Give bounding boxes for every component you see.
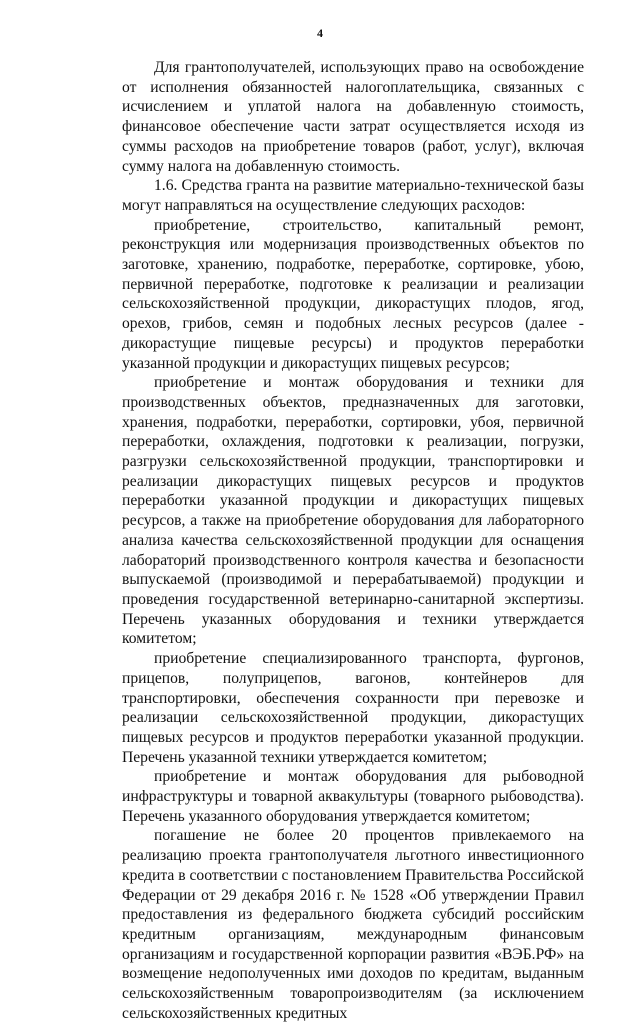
paragraph-equipment-installation: приобретение и монтаж оборудования и техники для производственных объектов, предназначенных для заготовки, хранения, подработки, переработки, сортировки, убоя, первичной переработки, охлаждения, подготовки к реализации, погрузки, разгрузки сельскохозяйственной продукции, транспортировки и реализации дикорастущих пищевых ресурсов и продуктов переработки указанной продукции и дикорастущих пищевых ресурсов, а также на приобретение оборудования для лабораторного анализа качества сельскохозяйственной продукции для оснащения лабораторий производственного контроля качества и безопасности выпускаемой (производимой и перерабатываемой) продукции и проведения государственной ветеринарно-санитарной экспертизы. Перечень указанных оборудования и техники утверждается комитетом;	[122, 374, 584, 648]
paragraph-specialized-transport: приобретение специализированного транспорта, фургонов, прицепов, полуприцепов, вагонов, контейнеров для транспортировки, обеспечения сохранности при перевозке и реализации сельскохозяйственной продукции, дикорастущих пищевых ресурсов и продуктов переработки указанной продукции. Перечень указанной техники утверждается комитетом;	[122, 650, 584, 766]
paragraph-aquaculture-equipment: приобретение и монтаж оборудования для рыбоводной инфраструктуры и товарной аквакультуры (товарного рыбоводства). Перечень указанного оборудования утверждается комитетом;	[122, 768, 584, 825]
page-number: 4	[317, 26, 323, 40]
paragraph-loan-repayment: погашение не более 20 процентов привлекаемого на реализацию проекта грантополучателя льготного инвестиционного кредита в соответствии с постановлением Правительства Российской Федерации от 29 декабря 2016 г. № 1528 «Об утверждении Правил предоставления из федерального бюджета субсидий российским кредитным организациям, международным финансовым организациям и государственной корпорации развития «ВЭБ.РФ» на возмещение недополученных ими доходов по кредитам, выданным сельскохозяйственным товаропроизводителям (за исключением сельскохозяйственных кредитных	[122, 827, 584, 1022]
paragraph-production-facilities: приобретение, строительство, капитальный ремонт, реконструкция или модернизация производственных объектов по заготовке, хранению, подработке, переработке, сортировке, убою, первичной переработке, подготовке к реализации и реализации сельскохозяйственной продукции, дикорастущих плодов, ягод, орехов, грибов, семян и подобных лесных ресурсов (далее - дикорастущие пищевые ресурсы) и продуктов переработки указанной продукции и дикорастущих пищевых ресурсов;	[122, 216, 584, 372]
paragraph-grant-expenses-intro: 1.6. Средства гранта на развитие материально-технической базы могут направляться на осуществление следующих расходов:	[122, 177, 584, 214]
document-body	[122, 58, 584, 1023]
paragraph-vat-exemption: Для грантополучателей, использующих право на освобождение от исполнения обязанностей налогоплательщика, связанных с исчислением и уплатой налога на добавленную стоимость, финансовое обеспечение части затрат осуществляется исходя из суммы расходов на приобретение товаров (работ, услуг), включая сумму налога на добавленную стоимость.	[122, 59, 584, 175]
